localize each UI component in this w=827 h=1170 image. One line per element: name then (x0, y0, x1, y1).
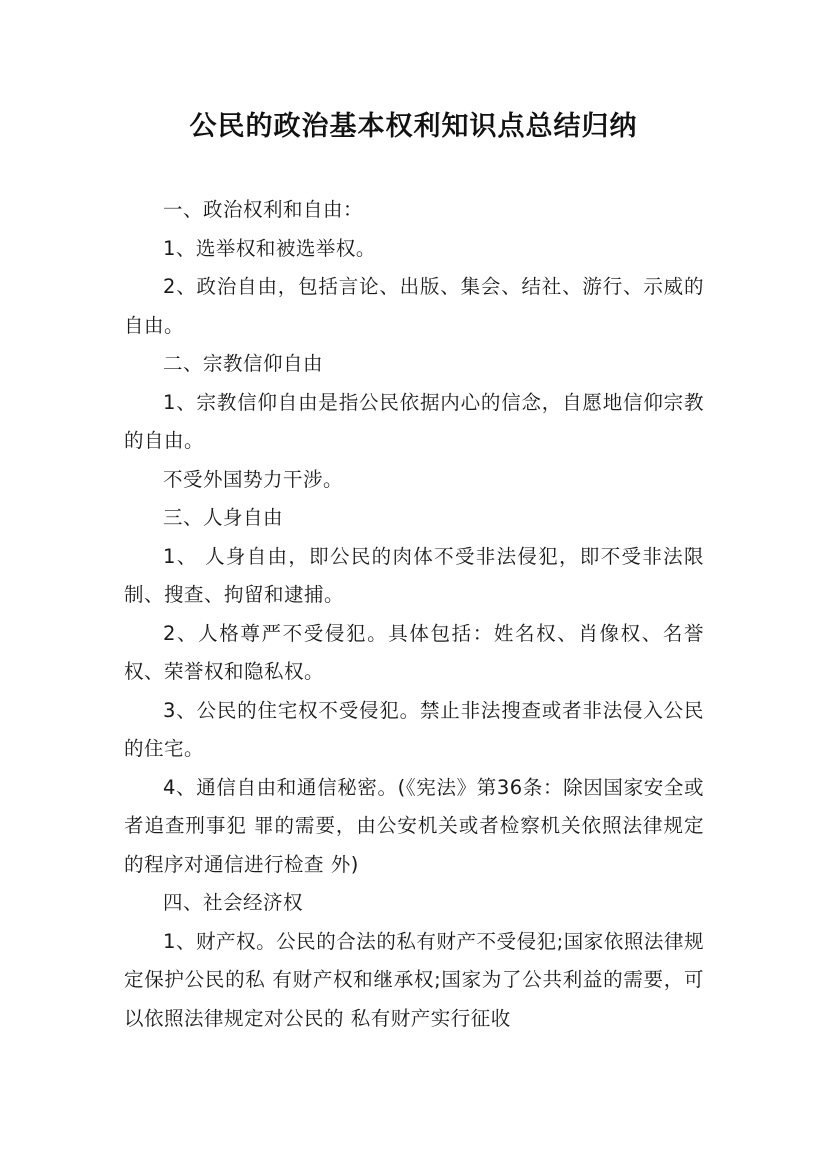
document-title: 公民的政治基本权利知识点总结归纳 (189, 111, 638, 142)
paragraph: 1、 人身自由，即公民的肉体不受非法侵犯，即不受非法限制、搜查、拘留和逮捕。 (124, 544, 704, 606)
paragraph: 4、通信自由和通信秘密。(《宪法》第36条：除因国家安全或者追查刑事犯 罪的需要，由公安机关或者检察机关依照法律规定的程序对通信进行检查 外) (124, 775, 704, 876)
paragraph: 1、财产权。公民的合法的私有财产不受侵犯;国家依照法律规定保护公民的私 有财产权和继承权;国家为了公共利益的需要，可以依照法律规定对公民的 私有财产实行征收 (124, 929, 704, 1030)
paragraph: 1、宗教信仰自由是指公民依据内心的信念，自愿地信仰宗教的自由。 (124, 390, 704, 452)
paragraph: 不受外国势力干涉。 (163, 467, 344, 491)
paragraph: 3、公民的住宅权不受侵犯。禁止非法搜查或者非法侵入公民的住宅。 (124, 698, 704, 760)
paragraph: 2、政治自由，包括言论、出版、集会、结社、游行、示威的自由。 (124, 275, 704, 337)
section-heading-socioeconomic-rights: 四、社会经济权 (163, 891, 304, 914)
section-heading-religious-freedom: 二、宗教信仰自由 (163, 352, 324, 375)
paragraph: 2、人格尊严不受侵犯。具体包括：姓名权、肖像权、名誉权、荣誉权和隐私权。 (124, 621, 704, 683)
section-heading-personal-freedom: 三、人身自由 (163, 506, 284, 529)
document-body (124, 191, 704, 1038)
section-heading-political-rights: 一、政治权利和自由： (163, 198, 364, 221)
paragraph: 1、选举权和被选举权。 (163, 236, 376, 260)
